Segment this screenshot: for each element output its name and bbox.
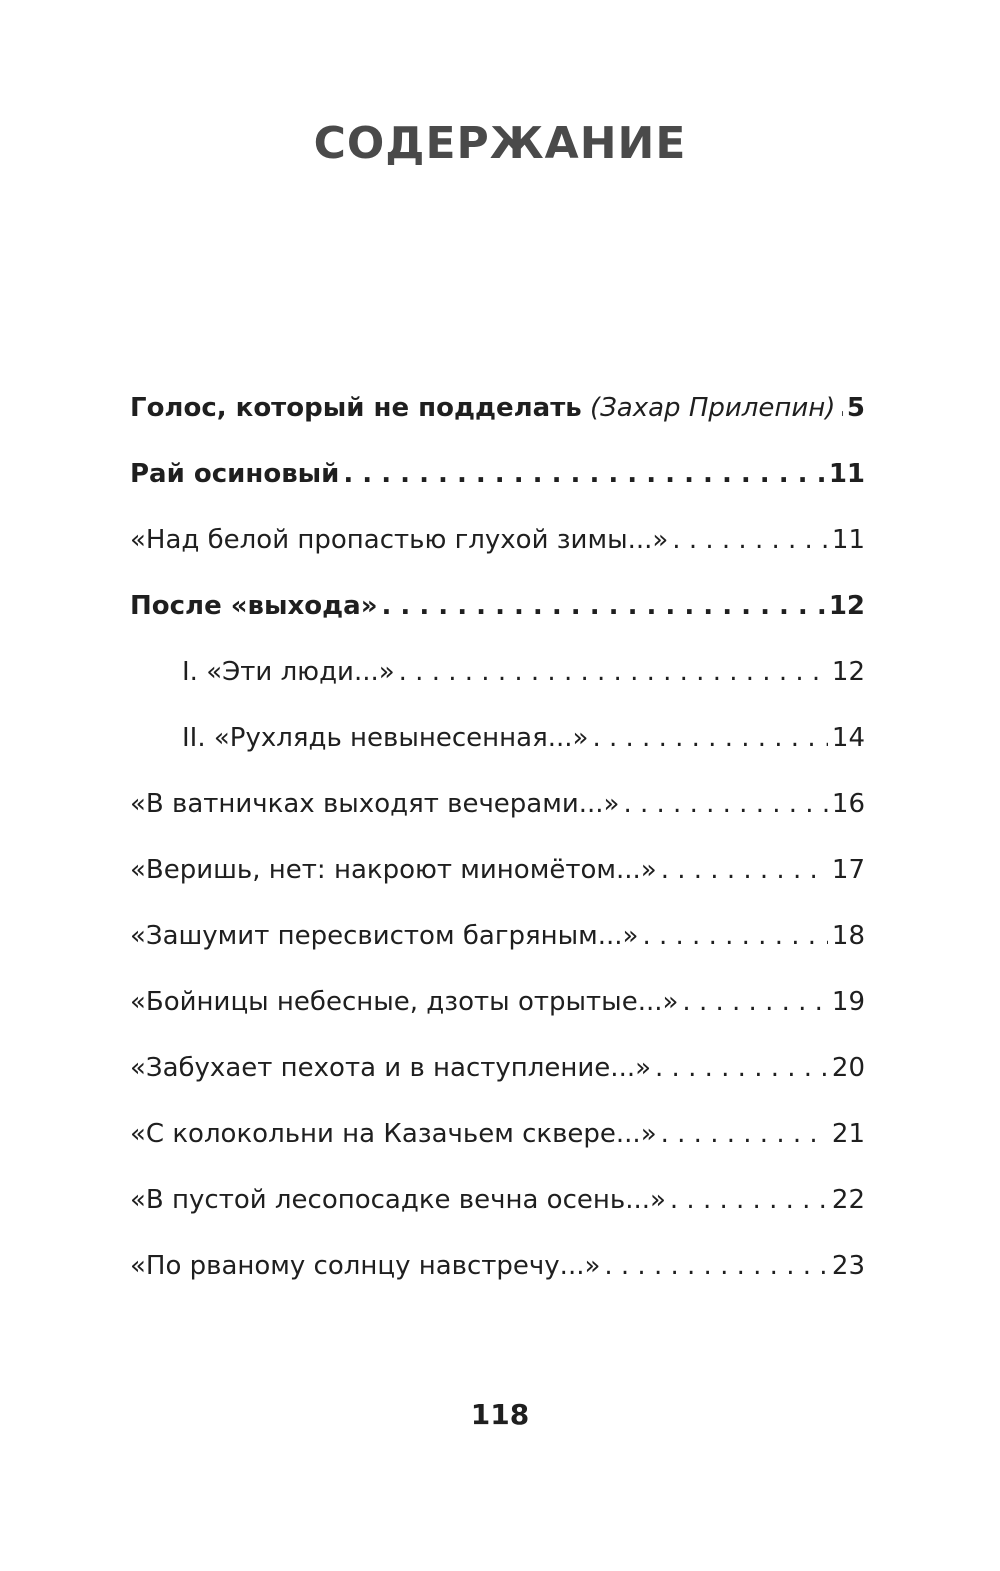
toc-entry[interactable] [130,1114,865,1154]
toc-entry[interactable] [130,1048,865,1088]
toc-entry-title: «Бойницы небесные, дзоты отрытые...» [130,987,679,1017]
toc-dot-leader [382,586,825,626]
toc-entry[interactable] [130,982,865,1022]
toc-dot-leader [661,850,828,890]
toc-entry[interactable] [130,520,865,560]
toc-entry-sub[interactable] [182,652,865,692]
toc-entry-page: 12 [831,657,865,687]
toc-entry[interactable] [130,1246,865,1286]
toc-entry-page: 5 [846,393,865,423]
toc-entry-section[interactable] [130,586,865,626]
toc-entry-title: I. «Эти люди...» [182,657,395,687]
toc-entry-title: Голос, который не подделать (Захар Прилепин) [130,393,836,423]
toc-dot-leader [655,1048,828,1088]
toc-entry-title: Рай осиновый [130,459,340,489]
toc-entry-page: 11 [831,525,865,555]
toc-dot-leader [642,916,827,956]
toc-entry-page: 23 [831,1251,865,1281]
toc-entry[interactable] [130,784,865,824]
toc-entry-foreword[interactable] [130,388,865,428]
toc-entry[interactable] [130,1180,865,1220]
toc-entry-title: «В пустой лесопосадке вечна осень...» [130,1185,666,1215]
toc-entry-title: «Веришь, нет: накроют миномётом...» [130,855,657,885]
toc-entry-title: «С колокольни на Казачьем сквере...» [130,1119,657,1149]
toc-dot-leader [682,982,827,1022]
toc-entry-title: После «выхода» [130,591,378,621]
toc-entry-page: 22 [831,1185,865,1215]
toc-entry-sub[interactable] [182,718,865,758]
toc-dot-leader [839,388,842,428]
toc-entry-title: «По рваному солнцу навстречу...» [130,1251,601,1281]
toc-entry-page: 17 [831,855,865,885]
toc-dot-leader [343,454,824,494]
toc-entry-page: 14 [831,723,865,753]
toc-entry-page: 16 [831,789,865,819]
toc-dot-leader [661,1114,828,1154]
toc-entry-page: 19 [831,987,865,1017]
toc-dot-leader [672,520,828,560]
toc-entry-section[interactable] [130,454,865,494]
toc-entry-title: «Над белой пропастью глухой зимы...» [130,525,669,555]
toc-entry-page: 20 [831,1053,865,1083]
toc-dot-leader [592,718,827,758]
toc-entry-title: «Зашумит пересвистом багряным...» [130,921,639,951]
toc-entry-page: 12 [828,591,865,621]
toc-entry-page: 18 [831,921,865,951]
toc-entry-author: Захар Прилепин [600,393,826,423]
toc-dot-leader [399,652,828,692]
toc-entry-title: «Забухает пехота и в наступление...» [130,1053,652,1083]
toc-dot-leader [604,1246,828,1286]
toc-dot-leader [670,1180,828,1220]
toc-entry[interactable] [130,916,865,956]
page-number: 118 [470,1398,530,1431]
toc-entry-title: II. «Рухлядь невынесенная...» [182,723,589,753]
toc-entry[interactable] [130,850,865,890]
toc-entry-page: 11 [828,459,865,489]
toc-entry-page: 21 [831,1119,865,1149]
page-title: СОДЕРЖАНИЕ [313,118,687,169]
toc-entry-title: «В ватничках выходят вечерами...» [130,789,620,819]
toc-dot-leader [623,784,827,824]
